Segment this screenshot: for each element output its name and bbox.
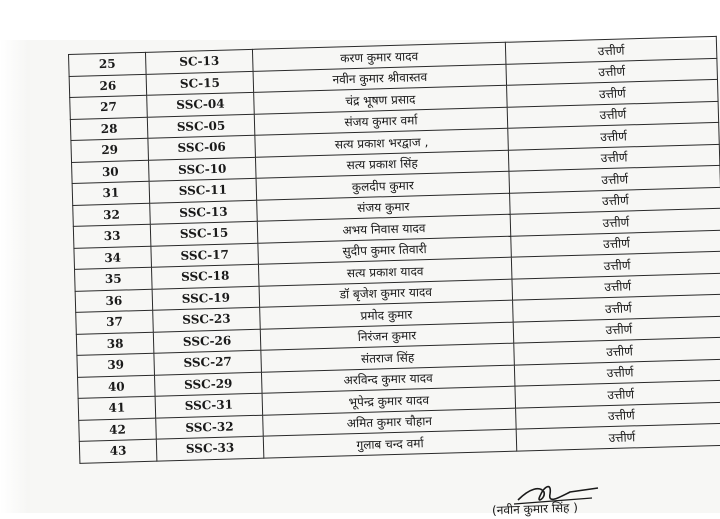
row-number: 40 [78, 375, 156, 399]
result-status: उत्तीर्ण [513, 294, 720, 321]
result-status: उत्तीर्ण [513, 316, 720, 343]
candidate-code: SSC-05 [147, 114, 255, 138]
page-top-margin [0, 0, 720, 40]
row-number: 43 [79, 439, 157, 463]
candidate-code: SSC-29 [154, 372, 262, 396]
result-status: उत्तीर्ण [516, 402, 720, 429]
row-number: 36 [75, 289, 153, 313]
candidate-name: अमित कुमार चौहान [263, 408, 517, 437]
candidate-code: SSC-10 [148, 157, 256, 181]
candidate-code: SSC-33 [156, 436, 264, 460]
candidate-name: प्रमोद कुमार [260, 300, 514, 329]
result-status: उत्तीर्ण [514, 359, 720, 386]
result-status: उत्तीर्ण [507, 101, 719, 128]
candidate-name: चंद्र भूषण प्रसाद [254, 85, 508, 114]
candidate-name: सुदीप कुमार तिवारी [258, 236, 512, 265]
candidate-name: अभय निवास यादव [257, 214, 511, 243]
result-status: उत्तीर्ण [505, 36, 717, 63]
result-status: उत्तीर्ण [511, 251, 720, 278]
row-number: 38 [76, 332, 154, 356]
candidate-code: SSC-17 [151, 243, 259, 267]
candidate-code: SSC-27 [154, 350, 262, 374]
candidate-name: गुलाब चन्द वर्मा [263, 429, 517, 458]
row-number: 28 [70, 117, 148, 141]
candidate-code: SSC-23 [153, 307, 261, 331]
candidate-code: SSC-13 [150, 200, 258, 224]
row-number: 30 [72, 160, 150, 184]
results-table-body [69, 36, 720, 462]
candidate-name: संतराज सिंह [261, 343, 515, 372]
candidate-code: SSC-04 [147, 92, 255, 116]
result-status: उत्तीर्ण [508, 122, 720, 149]
result-status: उत्तीर्ण [507, 79, 719, 106]
result-status: उत्तीर्ण [508, 144, 720, 171]
candidate-code: SSC-18 [151, 264, 259, 288]
candidate-name: नवीन कुमार श्रीवास्तव [253, 64, 507, 93]
candidate-code: SSC-32 [156, 415, 264, 439]
row-number: 26 [69, 74, 147, 98]
result-status: उत्तीर्ण [510, 208, 720, 235]
result-status: उत्तीर्ण [506, 58, 718, 85]
candidate-name: सत्य प्रकाश यादव [258, 257, 512, 286]
result-status: उत्तीर्ण [514, 337, 720, 364]
row-number: 35 [75, 267, 153, 291]
candidate-name: करण कुमार यादव [252, 42, 506, 71]
row-number: 41 [78, 396, 156, 420]
row-number: 25 [69, 52, 147, 76]
result-status: उत्तीर्ण [509, 165, 720, 192]
candidate-name: संजय कुमार वर्मा [254, 107, 508, 136]
row-number: 34 [74, 246, 152, 270]
candidate-code: SSC-19 [152, 286, 260, 310]
signature-caption: (नवीन कुमार सिंह ) [491, 500, 579, 518]
row-number: 37 [76, 310, 154, 334]
candidate-code: SSC-31 [155, 393, 263, 417]
row-number: 39 [77, 353, 155, 377]
candidate-name: अरविन्द कुमार यादव [261, 365, 515, 394]
results-table [68, 36, 720, 463]
candidate-code: SSC-15 [150, 221, 258, 245]
row-number: 32 [73, 203, 151, 227]
result-status: उत्तीर्ण [511, 230, 720, 257]
row-number: 31 [72, 181, 150, 205]
row-number: 27 [70, 95, 148, 119]
candidate-name: कुलदीप कुमार [256, 171, 510, 200]
candidate-name: डॉ बृजेश कुमार यादव [259, 279, 513, 308]
candidate-code: SSC-26 [153, 329, 261, 353]
candidate-name: सत्य प्रकाश भरद्वाज , [255, 128, 509, 157]
candidate-name: सत्य प्रकाश सिंह [255, 150, 509, 179]
candidate-code: SC-13 [145, 49, 253, 73]
candidate-code: SSC-06 [148, 135, 256, 159]
result-status: उत्तीर्ण [512, 273, 720, 300]
result-status: उत्तीर्ण [515, 380, 720, 407]
candidate-code: SC-15 [146, 71, 254, 95]
candidate-code: SSC-11 [149, 178, 257, 202]
candidate-name: निरंजन कुमार [260, 322, 514, 351]
row-number: 33 [73, 224, 151, 248]
row-number: 42 [79, 418, 157, 442]
result-status: उत्तीर्ण [510, 187, 720, 214]
candidate-name: भूपेन्द्र कुमार यादव [262, 386, 516, 415]
result-status: उत्तीर्ण [516, 423, 720, 450]
row-number: 29 [71, 138, 149, 162]
page-left-edge [0, 40, 34, 513]
candidate-name: संजय कुमार [257, 193, 511, 222]
